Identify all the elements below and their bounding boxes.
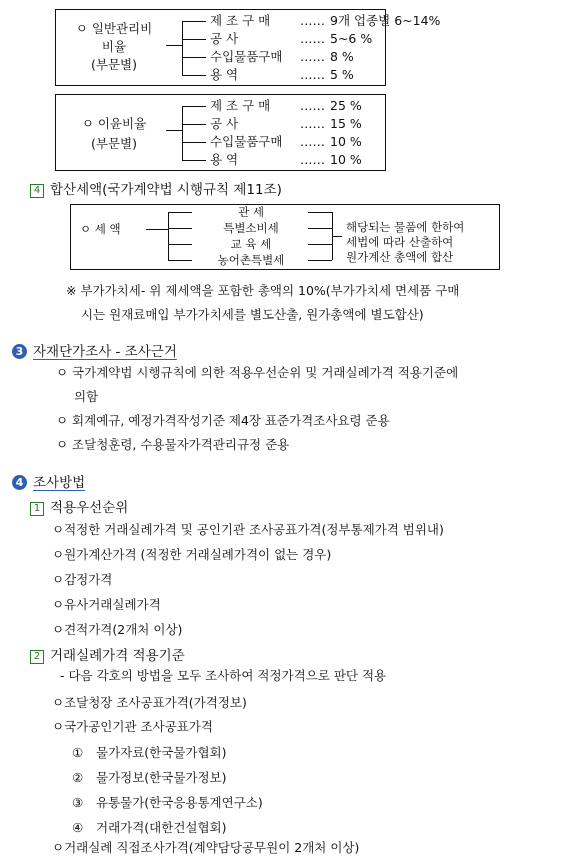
- list-item: ㅇ원가계산가격 (적정한 거래실례가격이 없는 경우): [52, 547, 332, 562]
- priority-list: [52, 517, 444, 642]
- list-item: ㅇ적정한 거래실례가격 및 공인기관 조사공표가격(정부통제가격 범위내): [52, 522, 444, 537]
- circled-number-4-icon: 4: [12, 475, 27, 490]
- profit-row: 공 사 …… 15 %: [210, 116, 362, 131]
- bracket-v: [182, 21, 183, 75]
- profit-row: 용 역 …… 10 %: [210, 152, 362, 167]
- overhead-label-line1: ㅇ 일반관리비: [75, 21, 153, 36]
- bracket-h: [332, 236, 342, 237]
- overhead-row: 용 역 …… 5 %: [210, 67, 354, 82]
- survey-method-title: 조사방법: [33, 475, 86, 491]
- profit-row: 제 조 구 매 …… 25 %: [210, 98, 362, 113]
- tax-note: 해당되는 물품에 한하여: [346, 220, 465, 234]
- overhead-row: 수입물품구매 …… 8 %: [210, 49, 354, 64]
- tax-note: 세법에 따라 산출하여: [346, 235, 454, 249]
- tax-label: ㅇ 세 액: [80, 222, 121, 236]
- bracket-tick: [308, 212, 332, 213]
- list-item: ④ 거래가격(대한건설협회): [72, 820, 227, 835]
- list-item: ㅇ 조달청훈령, 수용물자가격관리규정 준용: [56, 437, 290, 452]
- bracket-tick: [182, 160, 206, 161]
- bracket-tick: [182, 75, 206, 76]
- vat-note-line2: 시는 원재료매입 부가가치세를 별도산출, 원가총액에 별도합산): [81, 307, 424, 322]
- bracket-tick: [182, 124, 206, 125]
- vat-note-line1: ※ 부가가치세- 위 제세액을 포함한 총액의 10%(부가가치세 면세품 구매: [66, 283, 460, 298]
- profit-rows: [210, 97, 362, 169]
- bracket-tick: [182, 21, 206, 22]
- survey-method-heading: [12, 471, 85, 491]
- tax-section-title: 합산세액(국가계약법 시행규칙 제11조): [50, 182, 282, 198]
- tax-item: 농어촌특별세: [217, 253, 285, 267]
- list-item: ㅇ견적가격(2개처 이상): [52, 622, 183, 637]
- section-number-badge: 4: [30, 184, 44, 198]
- list-item: ㅇ감정가격: [52, 572, 113, 587]
- list-item: ㅇ국가공인기관 조사공표가격: [52, 719, 213, 734]
- list-item: ① 물가자료(한국물가협회): [72, 745, 227, 760]
- bracket-v: [182, 106, 183, 160]
- list-item: ㅇ조달청장 조사공표가격(가격정보): [52, 695, 247, 710]
- list-item: ㅇ 회계예규, 예정가격작성기준 제4장 표준가격조사요령 준용: [56, 413, 390, 428]
- overhead-rows: [210, 12, 440, 84]
- bracket-tick: [168, 260, 192, 261]
- tax-note: 원가계산 총액에 합산: [346, 250, 454, 264]
- transaction-price-title: 거래실례가격 적용기준: [50, 648, 185, 664]
- tax-section-heading: [30, 178, 282, 198]
- profit-row: 수입물품구매 …… 10 %: [210, 134, 362, 149]
- bracket-tick: [308, 244, 332, 245]
- tax-item: 관 세: [238, 205, 264, 219]
- overhead-label-line3: (부문별): [91, 57, 137, 72]
- profit-label-line2: (부문별): [91, 136, 137, 151]
- material-price-survey-title: 자재단가조사 - 조사근거: [33, 344, 177, 360]
- transaction-dash-line: - 다음 각호의 방법을 모두 조사하여 적정가격으로 판단 적용: [60, 668, 387, 683]
- direct-survey-line: ㅇ거래실례 직접조사가격(계약담당공무원이 2개처 이상): [52, 840, 360, 855]
- list-item: 의함: [74, 389, 99, 404]
- bracket-v: [168, 212, 169, 260]
- overhead-row: 공 사 …… 5~6 %: [210, 31, 373, 46]
- list-item: ② 물가정보(한국물가정보): [72, 770, 227, 785]
- bracket-tick: [182, 39, 206, 40]
- bracket-h: [146, 229, 168, 230]
- transaction-price-subheading: [30, 644, 185, 664]
- bracket-tick: [168, 212, 192, 213]
- bracket-tick: [182, 142, 206, 143]
- list-item: ㅇ유사거래실례가격: [52, 597, 161, 612]
- tax-item: 교 육 세: [230, 237, 272, 251]
- profit-label: [60, 114, 168, 154]
- overhead-label-line2: 비율: [101, 39, 127, 54]
- bracket-tick: [308, 228, 332, 229]
- bracket-tick: [168, 244, 192, 245]
- profit-label-line1: ㅇ 이윤비율: [81, 116, 147, 131]
- material-price-survey-heading: [12, 340, 177, 360]
- priority-subheading: [30, 496, 128, 516]
- subsection-number-badge: 2: [30, 650, 44, 664]
- tax-notes: [346, 220, 464, 265]
- tax-items: [196, 204, 306, 268]
- overhead-label: [60, 20, 168, 74]
- list-item: ㅇ 국가계약법 시행규칙에 의한 적용우선순위 및 거래실례가격 적용기준에: [56, 365, 459, 380]
- circled-number-3-icon: 3: [12, 344, 27, 359]
- transaction-list: [52, 691, 247, 739]
- survey-basis-list: [56, 361, 458, 457]
- bracket-tick: [182, 106, 206, 107]
- overhead-row: 제 조 구 매 …… 9개 업종별 6~14%: [210, 13, 441, 28]
- subsection-number-badge: 1: [30, 502, 44, 516]
- list-item: ③ 유통물가(한국응용통계연구소): [72, 795, 263, 810]
- priority-title: 적용우선순위: [50, 500, 129, 516]
- bracket-tick: [168, 228, 192, 229]
- bracket-tick: [182, 57, 206, 58]
- price-source-list: [72, 740, 263, 840]
- vat-note: [66, 279, 459, 327]
- tax-item: 특별소비세: [223, 221, 279, 235]
- bracket-h: [166, 45, 182, 46]
- bracket-tick: [308, 260, 332, 261]
- bracket-h: [166, 130, 182, 131]
